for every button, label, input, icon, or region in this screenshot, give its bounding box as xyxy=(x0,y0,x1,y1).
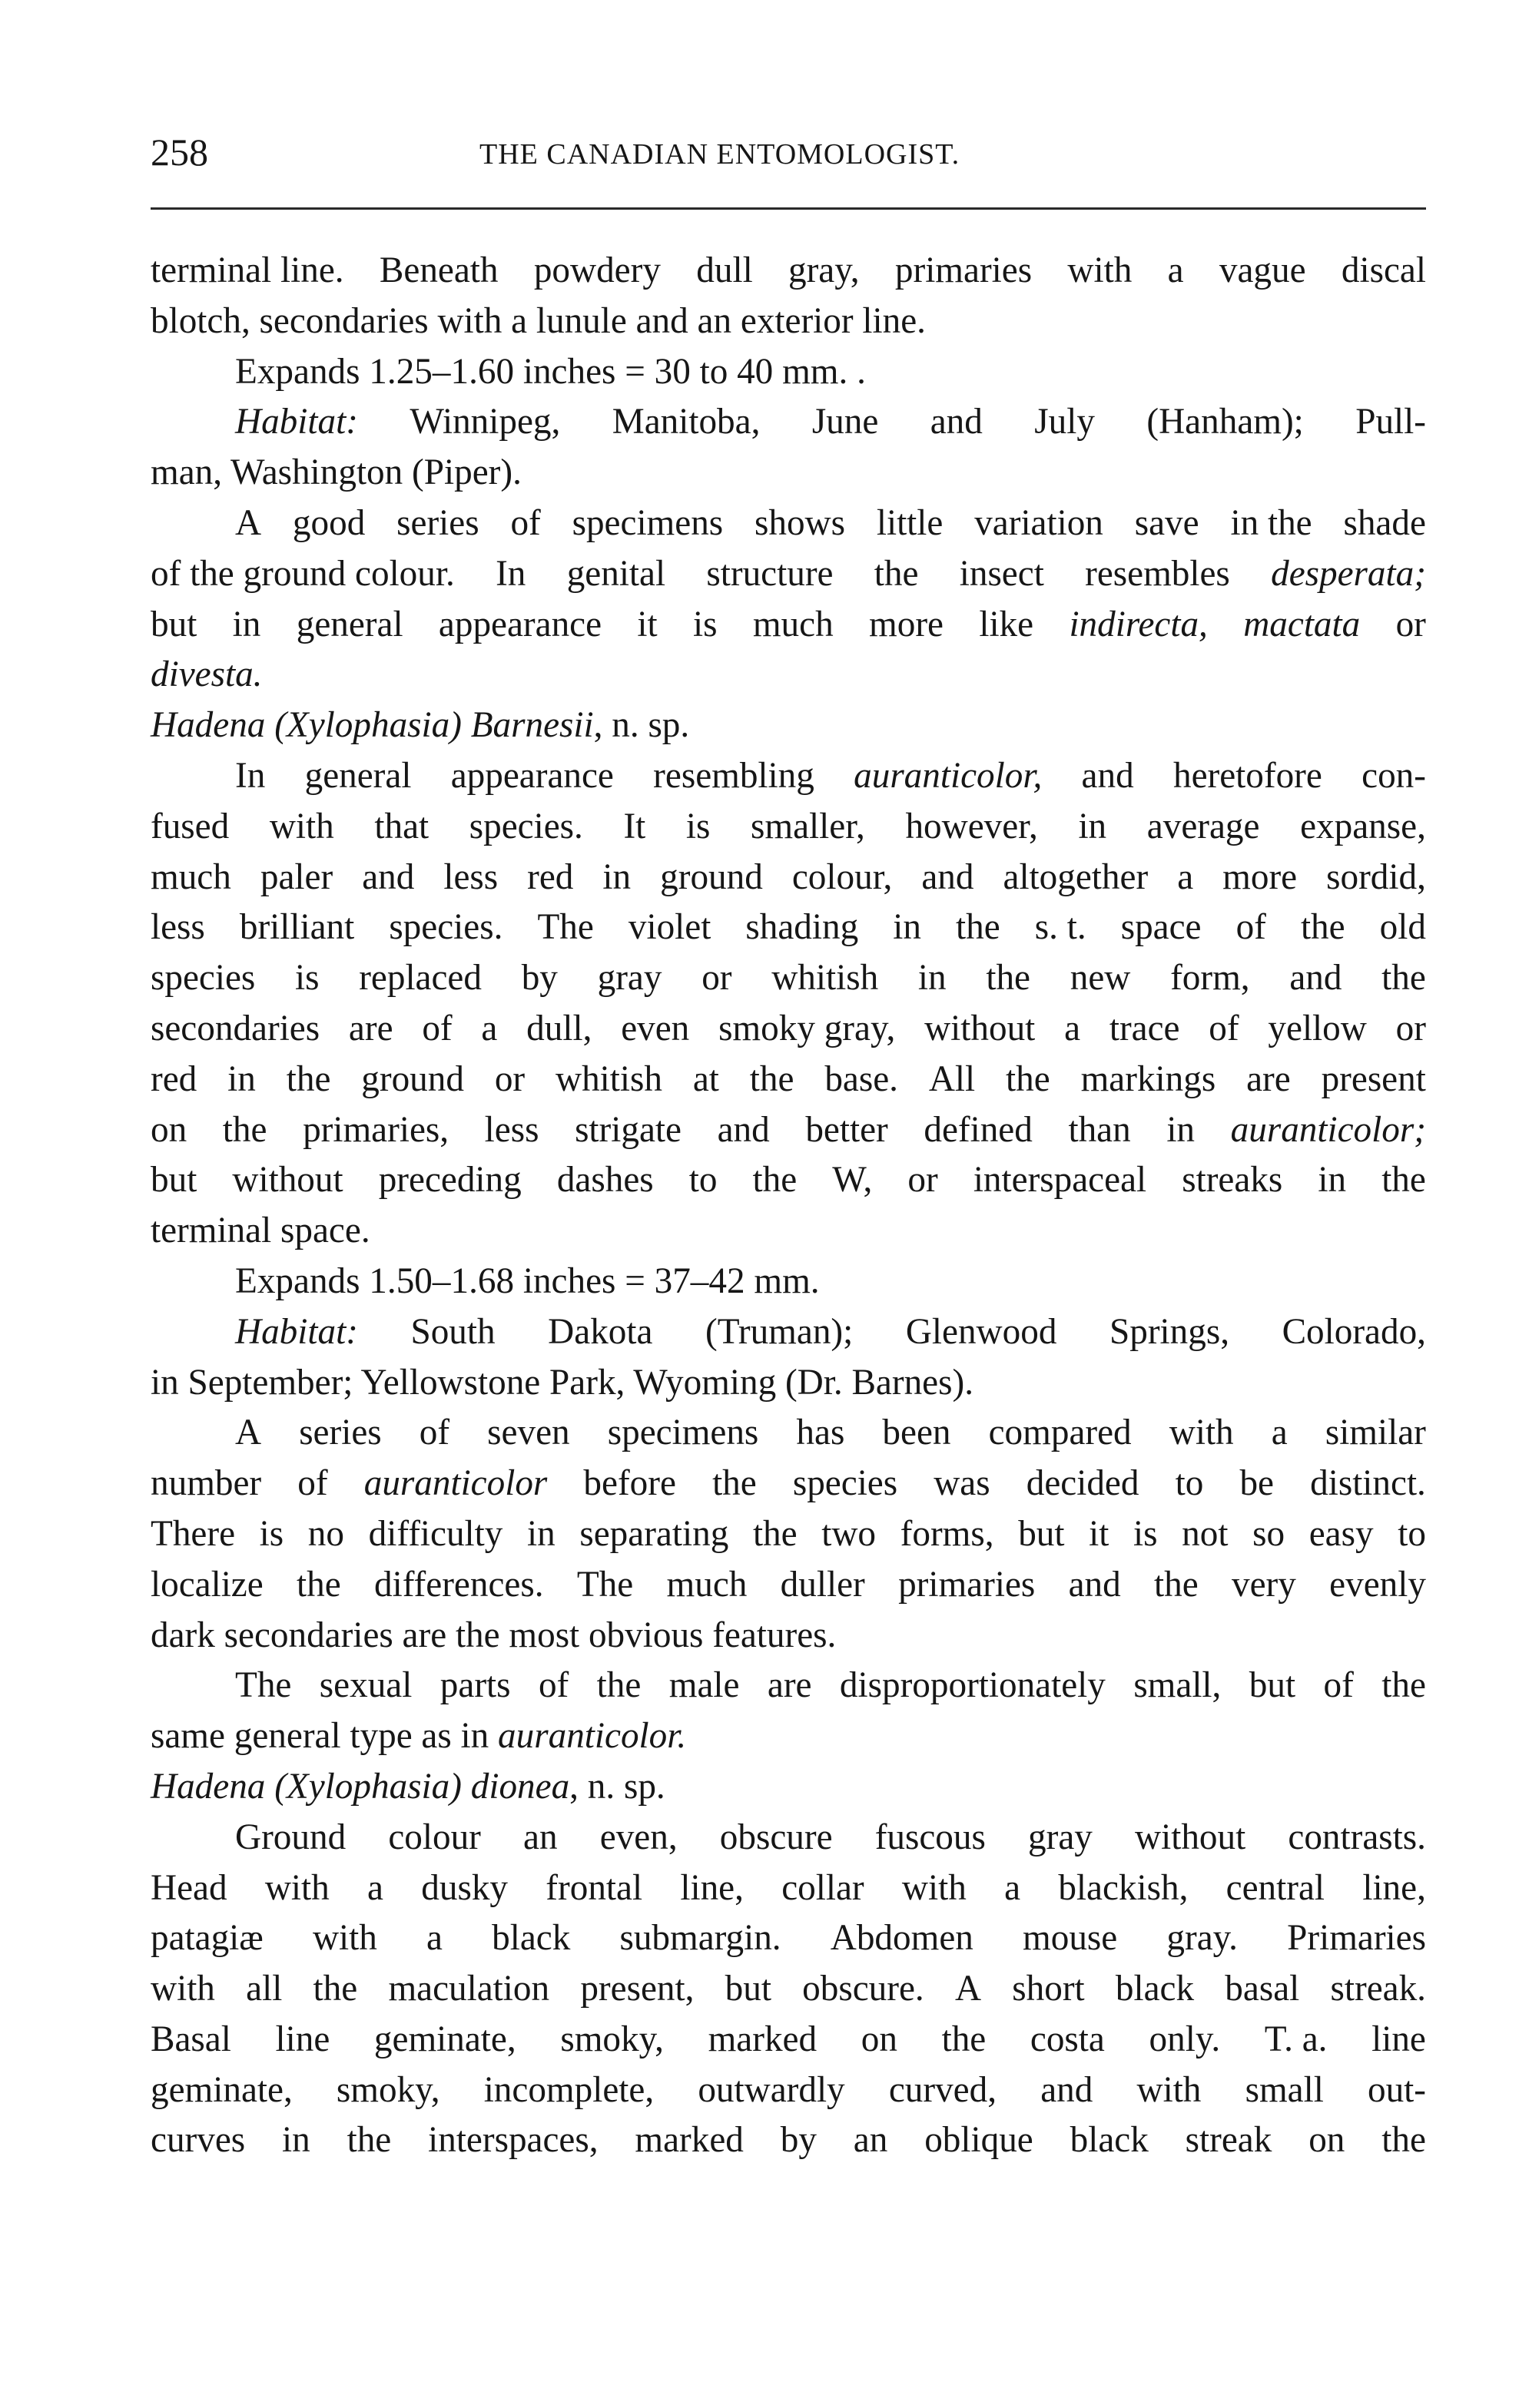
text-line: on the primaries, less strigate and better defined than in auranticolor; xyxy=(151,1109,1426,1150)
text-line: with all the maculation present, but obscure. A short black basal streak. xyxy=(151,1969,1426,2009)
text-line: of the ground colour. In genital structure the insect resembles desperata; xyxy=(151,553,1426,594)
text-line: Habitat: Winnipeg, Manitoba, June and July (Hanham); Pull- xyxy=(235,402,1426,442)
text-line: curves in the interspaces, marked by an oblique black streak on the xyxy=(151,2120,1426,2161)
text-line: Habitat: South Dakota (Truman); Glenwood Springs, Colorado, xyxy=(235,1311,1426,1352)
text-line: Expands 1.25–1.60 inches = 30 to 40 mm. . xyxy=(235,351,866,392)
header-rule xyxy=(151,207,1426,210)
body-text xyxy=(151,246,1426,2166)
running-title: THE CANADIAN ENTOMOLOGIST. xyxy=(479,138,960,171)
text-line: Hadena (Xylophasia) dionea, n. sp. xyxy=(151,1766,665,1807)
text-line: same general type as in auranticolor. xyxy=(151,1716,687,1757)
text-line: Ground colour an even, obscure fuscous gray without contrasts. xyxy=(235,1817,1426,1857)
text-line: Basal line geminate, smoky, marked on the costa only. T. a. line xyxy=(151,2019,1426,2059)
text-line: but without preceding dashes to the W, or interspaceal streaks in the xyxy=(151,1160,1426,1201)
text-line: in September; Yellowstone Park, Wyoming (Dr. Barnes). xyxy=(151,1362,974,1403)
text-line: Head with a dusky frontal line, collar with a blackish, central line, xyxy=(151,1867,1426,1908)
text-line: divesta. xyxy=(151,654,263,695)
text-line: A good series of specimens shows little variation save in the shade xyxy=(235,502,1426,543)
text-line: but in general appearance it is much more like indirecta, mactata or xyxy=(151,604,1426,644)
text-line: A series of seven specimens has been compared with a similar xyxy=(235,1413,1426,1453)
text-line: red in the ground or whitish at the base. All the markings are present xyxy=(151,1058,1426,1099)
text-line: fused with that species. It is smaller, however, in average expanse, xyxy=(151,806,1426,846)
text-line: The sexual parts of the male are disproportionately small, but of the xyxy=(235,1665,1426,1706)
text-line: patagiæ with a black submargin. Abdomen mouse gray. Primaries xyxy=(151,1918,1426,1959)
text-line: less brilliant species. The violet shading in the s. t. space of the old xyxy=(151,907,1426,948)
text-line: secondaries are of a dull, even smoky gray, without a trace of yellow or xyxy=(151,1008,1426,1048)
text-line: terminal space. xyxy=(151,1211,370,1251)
text-line: terminal line. Beneath powdery dull gray, primaries with a vague discal xyxy=(151,250,1426,290)
text-line: Hadena (Xylophasia) Barnesii, n. sp. xyxy=(151,705,690,746)
text-line: species is replaced by gray or whitish in the new form, and the xyxy=(151,958,1426,999)
text-line: geminate, smoky, incomplete, outwardly curved, and with small out- xyxy=(151,2069,1426,2110)
text-line: blotch, secondaries with a lunule and an exterior line. xyxy=(151,300,926,341)
text-line: localize the differences. The much duller primaries and the very evenly xyxy=(151,1564,1426,1605)
page-number: 258 xyxy=(151,131,208,174)
text-line: man, Washington (Piper). xyxy=(151,452,522,493)
text-line: much paler and less red in ground colour, and altogether a more sordid, xyxy=(151,856,1426,897)
text-line: number of auranticolor before the species was decided to be distinct. xyxy=(151,1463,1426,1504)
text-line: Expands 1.50–1.68 inches = 37–42 mm. xyxy=(235,1260,820,1301)
text-line: There is no difficulty in separating the two forms, but it is not so easy to xyxy=(151,1513,1426,1554)
text-line: In general appearance resembling auranticolor, and heretofore con- xyxy=(235,755,1426,796)
text-line: dark secondaries are the most obvious features. xyxy=(151,1615,837,1655)
page-header xyxy=(151,129,1426,183)
